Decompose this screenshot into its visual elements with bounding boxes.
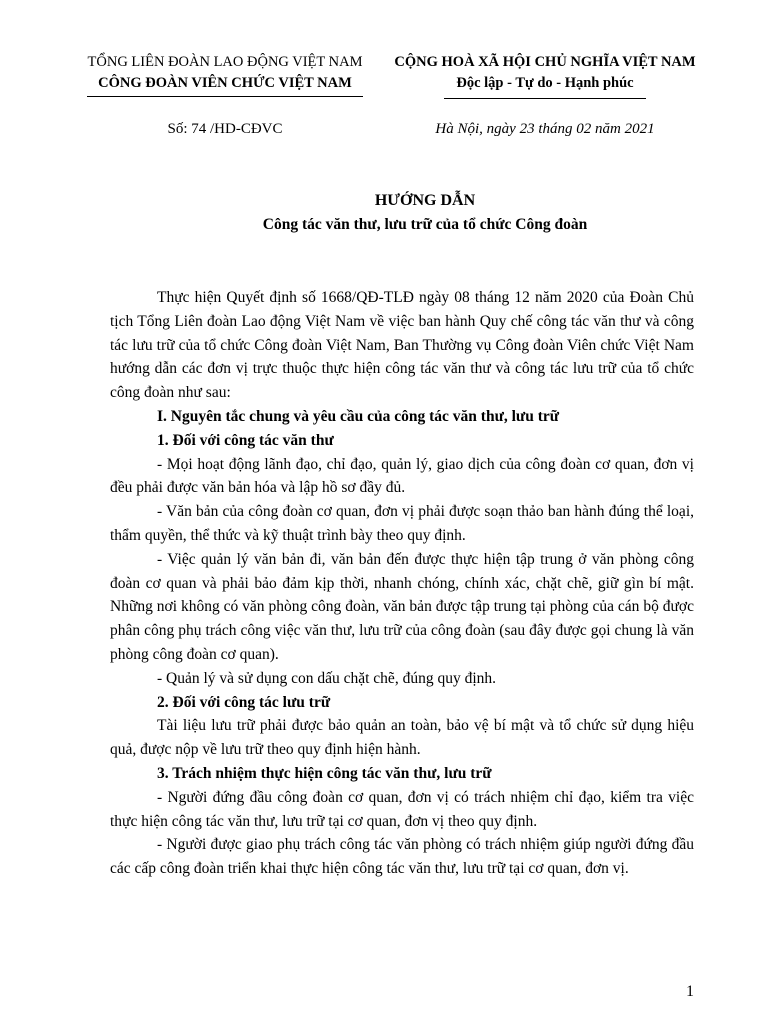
section-1-heading: I. Nguyên tắc chung và yêu cầu của công tác văn thư, lưu trữ <box>157 407 560 425</box>
subsection-3-heading: 3. Trách nhiệm thực hiện công tác văn thư, lưu trữ <box>157 764 492 782</box>
subsection-2-heading: 2. Đối với công tác lưu trữ <box>157 693 331 711</box>
org-line-1: TỔNG LIÊN ĐOÀN LAO ĐỘNG VIỆT NAM <box>87 54 363 70</box>
paragraph: - Người được giao phụ trách công tác văn phòng có trách nhiệm giúp người đứng đầu các cấp công đoàn triển khai thực hiện công tác văn thư, lưu trữ tại cơ quan, đơn vị. <box>110 836 694 878</box>
document-body <box>110 286 694 881</box>
paragraph: - Người đứng đầu công đoàn cơ quan, đơn vị có trách nhiệm chỉ đạo, kiểm tra việc thực hiện công tác văn thư, lưu trữ tại cơ quan, đơn vị theo quy định. <box>110 788 694 830</box>
national-motto: Độc lập - Tự do - Hạnh phúc <box>456 75 634 91</box>
org-line-2: CÔNG ĐOÀN VIÊN CHỨC VIỆT NAM <box>98 75 352 91</box>
paragraph: - Văn bản của công đoàn cơ quan, đơn vị phải được soạn thảo ban hành đúng thể loại, thẩm quyền, thể thức và kỹ thuật trình bày theo quy định. <box>110 503 694 544</box>
issuing-organization <box>70 52 380 97</box>
intro-paragraph: Thực hiện Quyết định số 1668/QĐ-TLĐ ngày 08 tháng 12 năm 2020 của Đoàn Chủ tịch Tổng Liên đoàn Lao động Việt Nam về việc ban hành Quy chế công tác văn thư và công tác lưu trữ của tổ chức Công đoàn Việt Nam, Ban Thường vụ Công đoàn Viên chức Việt Nam hướng dẫn các đơn vị trực thuộc thực hiện công tác văn thư và công tác lưu trữ của tổ chức công đoàn như sau: <box>110 289 694 402</box>
paragraph: - Quản lý và sử dụng con dấu chặt chẽ, đúng quy định. <box>157 669 496 687</box>
paragraph: - Việc quản lý văn bản đi, văn bản đến được thực hiện tập trung ở văn phòng công đoàn cơ quan và phải bảo đảm kịp thời, nhanh chóng, chính xác, chặt chẽ, giữ gìn bí mật. Những nơi không có văn phòng công đoàn, văn bản được tập trung tại phòng của cán bộ được phân công phụ trách công việc văn thư, lưu trữ của công đoàn (sau đây được gọi chung là văn phòng công đoàn cơ quan). <box>110 550 694 663</box>
motto-underline <box>444 98 646 99</box>
org-underline <box>87 96 363 97</box>
document-title: HƯỚNG DẪN <box>374 192 476 209</box>
place-and-date: Hà Nội, ngày 23 tháng 02 năm 2021 <box>435 121 655 137</box>
paragraph: - Mọi hoạt động lãnh đạo, chỉ đạo, quản lý, giao dịch của công đoàn cơ quan, đơn vị đều phải được văn bản hóa và lập hồ sơ đầy đủ. <box>110 455 694 497</box>
document-number: Số: 74 /HD-CĐVC <box>167 121 283 137</box>
paragraph: Tài liệu lưu trữ phải được bảo quản an toàn, bảo vệ bí mật và tổ chức sử dụng hiệu quả, được nộp về lưu trữ theo quy định hiện hành. <box>110 717 694 759</box>
document-subtitle: Công tác văn thư, lưu trữ của tổ chức Công đoàn <box>262 216 588 233</box>
national-header <box>378 52 712 99</box>
subsection-1-heading: 1. Đối với công tác văn thư <box>157 431 334 449</box>
page-number: 1 <box>686 983 694 1000</box>
nation-name: CỘNG HOÀ XÃ HỘI CHỦ NGHĨA VIỆT NAM <box>394 54 696 70</box>
